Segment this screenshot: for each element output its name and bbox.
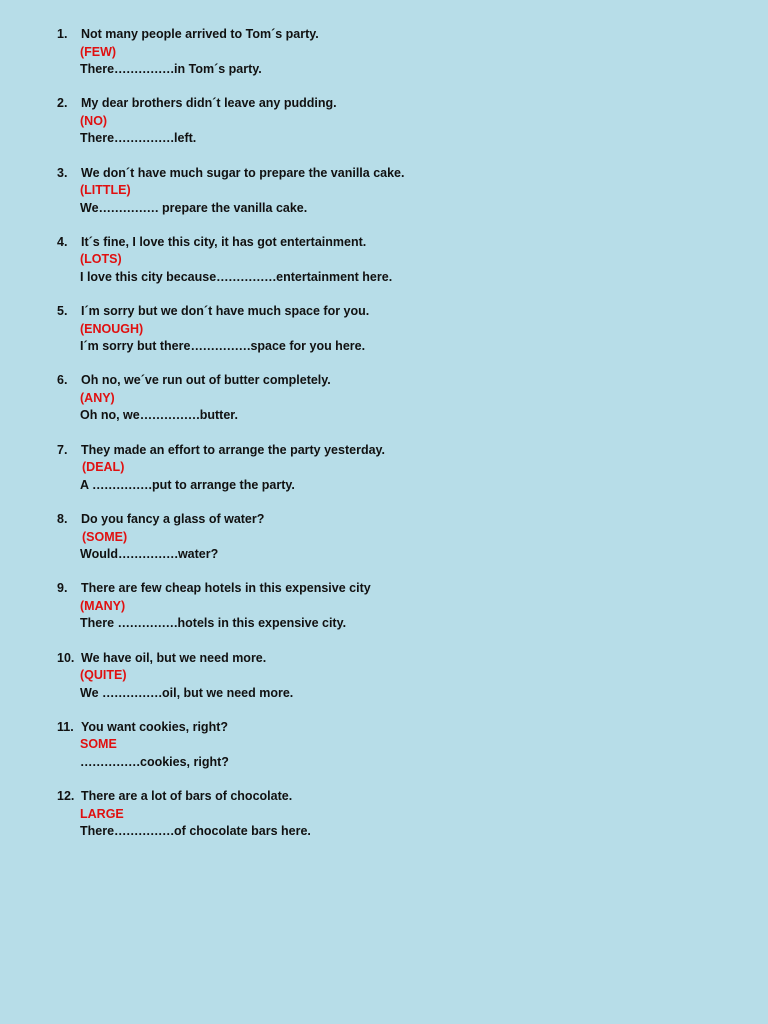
exercise-question [0,511,768,529]
exercise-answer-line[interactable] [0,269,768,287]
answer-start: We [80,200,99,215]
exercise-keyword: (DEAL) [82,460,125,475]
answer-start: We [80,685,102,700]
exercise-number: 10. [57,650,75,665]
exercise-question [0,650,768,668]
exercise-question [0,26,768,44]
exercise-keyword: LARGE [80,806,124,821]
exercise-keyword: (ANY) [80,390,115,405]
answer-end: in Tom´s party. [174,62,262,76]
exercise-sentence: It´s fine, I love this city, it has got entertainment. [81,234,367,249]
exercise-number: 4. [57,234,68,249]
exercise-answer-line[interactable] [0,546,768,564]
exercise-question [0,442,768,460]
answer-blank[interactable]: …………… [80,754,140,769]
answer-start: I´m sorry but there [80,339,191,354]
answer-end: left. [174,131,197,146]
exercise-item [0,580,768,649]
answer-end: cookies, right? [140,754,229,769]
exercise-sheet [0,26,768,858]
exercise-item [0,26,768,95]
exercise-sentence: Do you fancy a glass of water? [81,512,265,527]
exercise-answer-line[interactable] [0,200,768,218]
answer-end: prepare the vanilla cake. [158,200,308,215]
answer-blank[interactable]: …………… [102,685,162,700]
exercise-keyword: (QUITE) [80,668,127,683]
exercise-sentence: There are a lot of bars of chocolate. [81,789,293,804]
answer-start: Would [80,547,118,562]
exercise-sentence: They made an effort to arrange the party yesterday. [81,442,386,457]
answer-blank[interactable]: …………… [114,824,175,839]
exercise-answer-line[interactable] [0,823,768,841]
exercise-question [0,788,768,806]
exercise-answer-line[interactable] [0,130,768,148]
exercise-number: 2. [57,96,68,111]
answer-start: A [80,477,93,492]
exercise-question [0,580,768,598]
exercise-number: 3. [57,165,68,180]
exercise-sentence: There are few cheap hotels in this expensive city [81,581,371,596]
exercise-keyword: (MANY) [80,598,126,613]
exercise-answer-line[interactable] [0,685,768,703]
exercise-number: 7. [57,442,68,457]
exercise-item [0,442,768,511]
answer-start: I love this city because [80,269,217,284]
exercise-number: 9. [57,581,68,596]
exercise-question [0,95,768,113]
exercise-item [0,788,768,857]
exercise-number: 11. [57,719,74,734]
answer-blank[interactable]: …………… [190,339,251,354]
exercise-answer-line[interactable] [0,338,768,356]
exercise-sentence: We have oil, but we need more. [81,650,267,665]
exercise-number: 12. [57,789,75,804]
answer-blank[interactable]: …………… [139,408,200,423]
exercise-sentence: We don´t have much sugar to prepare the vanilla cake. [81,165,405,180]
exercise-sentence: Oh no, we´ve run out of butter completely. [81,373,331,388]
exercise-answer-line[interactable] [0,615,768,633]
answer-blank[interactable]: …………… [117,547,178,562]
exercise-number: 6. [57,373,68,388]
exercise-item [0,719,768,788]
exercise-item [0,372,768,441]
exercise-item [0,511,768,580]
answer-end: butter. [199,408,238,423]
exercise-item [0,95,768,164]
answer-end: water? [177,547,219,562]
answer-blank[interactable]: …………… [98,200,159,215]
exercise-sentence: You want cookies, right? [81,719,229,734]
exercise-number: 1. [57,27,68,41]
answer-end: hotels in this expensive city. [177,616,347,631]
exercise-keyword: (SOME) [82,529,128,544]
exercise-sentence: Not many people arrived to Tom´s party. [81,27,319,41]
exercise-item [0,303,768,372]
exercise-keyword: (ENOUGH) [80,321,144,336]
exercise-answer-line[interactable] [0,477,768,495]
answer-blank[interactable]: …………… [216,269,277,284]
exercise-keyword: (FEW) [80,44,117,59]
answer-start: There [80,62,115,76]
answer-blank[interactable]: …………… [117,616,178,631]
answer-start: Oh no, we [80,408,140,423]
exercise-keyword: (NO) [80,113,108,128]
exercise-keyword: (LITTLE) [80,183,131,198]
answer-end: of chocolate bars here. [174,824,311,839]
exercise-sentence: My dear brothers didn´t leave any pudding. [81,96,337,111]
exercise-number: 5. [57,304,68,319]
answer-end: put to arrange the party. [152,477,295,492]
answer-end: entertainment here. [276,269,393,284]
exercise-question [0,165,768,183]
exercise-question [0,719,768,737]
answer-blank[interactable]: …………… [114,131,175,146]
exercise-keyword: SOME [80,737,117,752]
answer-start: There [80,131,115,146]
exercise-item [0,650,768,719]
exercise-question [0,234,768,252]
answer-blank[interactable]: …………… [92,477,153,492]
answer-blank[interactable]: …………… [114,62,175,76]
answer-end: oil, but we need more. [162,685,294,700]
exercise-answer-line[interactable] [0,407,768,425]
exercise-item [0,165,768,234]
answer-end: space for you here. [250,339,366,354]
exercise-number: 8. [57,512,68,527]
exercise-keyword: (LOTS) [80,252,122,267]
answer-start: There [80,824,115,839]
exercise-question [0,303,768,321]
exercise-question [0,372,768,390]
answer-start: There [80,616,118,631]
exercise-answer-line[interactable] [0,61,768,79]
exercise-answer-line[interactable] [0,754,768,772]
exercise-sentence: I´m sorry but we don´t have much space for you. [81,304,370,319]
exercise-item [0,234,768,303]
